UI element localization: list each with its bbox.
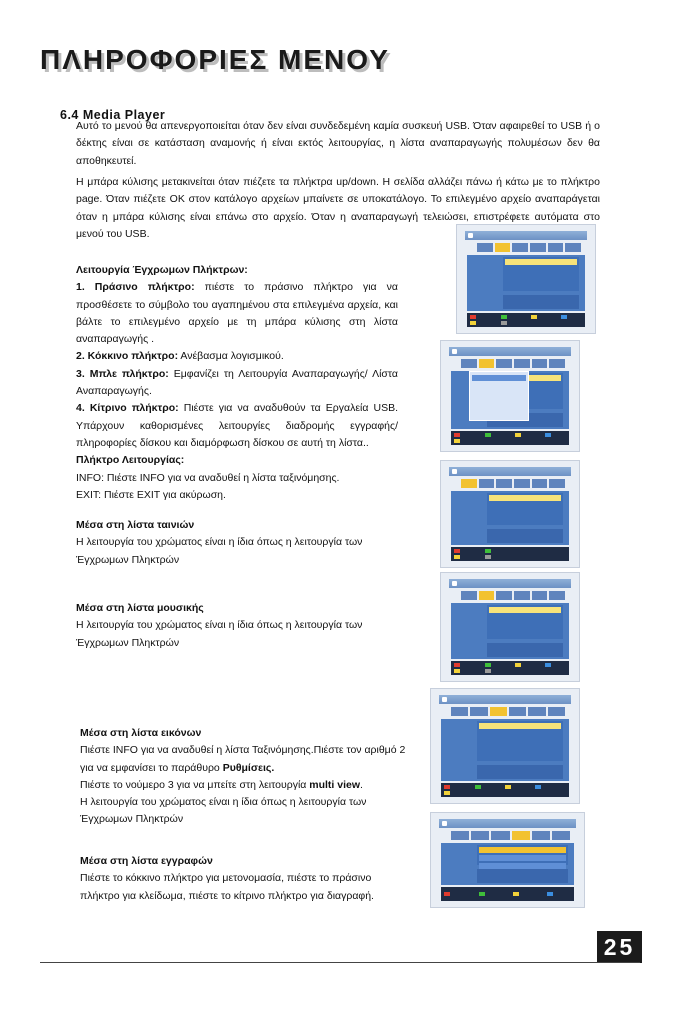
green-key-label: 1. Πράσινο πλήκτρο:: [76, 281, 195, 294]
images-line3: Η λειτουργία του χρώματος είναι η ίδια όπως η λειτουργία των Έγχρωμων Πληκτρών: [80, 796, 367, 826]
screenshot-media-player-record: [430, 812, 585, 908]
screenshot-media-player-music-list: [440, 572, 580, 682]
recordings-block: [80, 853, 410, 905]
info-key-text: INFO: Πιέστε INFO για να αναδυθεί η λίστα ταξινόμησης.: [76, 471, 340, 484]
blue-key-label: 3. Μπλε πλήκτρο:: [76, 367, 169, 380]
page-title: ΠΛΗΡΟΦΟΡΙΕΣ ΜΕΝΟΥ: [40, 44, 390, 75]
images-line2-end: .: [360, 778, 363, 791]
music-text: Η λειτουργία του χρώματος είναι η ίδια όπως η λειτουργία των Έγχρωμων Πληκτρών: [76, 619, 363, 649]
settings-window-label: Ρυθμίσεις.: [222, 761, 275, 774]
movies-heading: Μέσα στη λίστα ταινιών: [76, 519, 195, 531]
movies-text: Η λειτουργία του χρώματος είναι η ίδια όπως η λειτουργία των Έγχρωμων Πληκτρών: [76, 536, 363, 566]
screenshot-media-player-music: [456, 224, 596, 334]
images-line2: Πιέστε το νούμερο 3 για να μπείτε στη λειτουργία: [80, 778, 310, 791]
intro-paragraph-2: Η μπάρα κύλισης μετακινείται όταν πιέζετε τα πλήκτρα up/down. Η σελίδα αλλάζει πάνω ή κάτω με το πλήκτρο page. Όταν πιέζετε OK στον κατάλογο αρχείων μπαίνετε σε υποκατάλογο. Το επιλεγμένο αρχείο αναπαράγεται όταν η μπάρα κύλισης είναι επάνω στο αρχείο. Όταν η αναπαραγωγή τελειώσει, επιστρέφετε αυτόματα στο μενού του USB.: [76, 176, 600, 240]
red-key-text: Ανέβασμα λογισμικού.: [180, 350, 284, 363]
recordings-text: Πιέστε το κόκκινο πλήκτρο για μετονομασία, πιέστε το πράσινο πλήκτρο για κλείδωμα, πιέστε το κίτρινο πλήκτρο για διαγραφή.: [80, 872, 374, 902]
movies-block: [76, 517, 398, 569]
yellow-key-text: Πιέστε για να αναδυθούν τα Εργαλεία USB. Υπάρχουν καθορισμένες λειτουργίες διαδρομής εγγραφής/πληροφορίες δίσκου και διαμόρφωση δίσκου σε αυτή τη λίστα..: [76, 402, 398, 449]
images-heading: Μέσα στη λίστα εικόνων: [80, 727, 202, 739]
screenshot-media-player-movie: [440, 460, 580, 568]
exit-key-text: EXIT: Πιέστε EXIT για ακύρωση.: [76, 488, 226, 501]
images-line1: Πιέστε INFO για να αναδυθεί η λίστα Ταξινόμησης.Πιέστε τον αριθμό 2 για να εμφανίσει το παράθυρο: [80, 744, 406, 774]
images-block: [80, 725, 410, 829]
multi-view-label: multi view: [309, 778, 361, 791]
green-key-text: πιέστε το πράσινο πλήκτρο για να προσθέσετε το σύμβολο του αγαπημένου στα επιλεγμένα αρχεία, και βάλτε το επιλεγμένο αρχείο με τη μπάρα κύλισης στη λίστα αναπαραγωγής .: [76, 281, 398, 346]
screenshot-media-player-image: [430, 688, 580, 804]
yellow-key-label: 4. Κίτρινο πλήκτρο:: [76, 402, 179, 415]
music-block: [76, 600, 398, 652]
section-heading: 6.4 Media Player: [60, 108, 166, 122]
recordings-heading: Μέσα στη λίστα εγγραφών: [80, 855, 213, 867]
function-key-label: Πλήκτρο Λειτουργίας:: [76, 454, 185, 467]
music-heading: Μέσα στη λίστα μουσικής: [76, 602, 204, 614]
red-key-label: 2. Κόκκινο πλήκτρο:: [76, 350, 179, 363]
footer-rule: [40, 962, 640, 963]
blue-key-text: Εμφανίζει τη Λειτουργία Αναπαραγωγής/ Λίστα Αναπαραγωγής.: [76, 367, 398, 398]
screenshot-media-player-popup: [440, 340, 580, 452]
color-keys-heading: Λειτουργία Έγχρωμων Πλήκτρων:: [76, 264, 248, 276]
page-number: 25: [597, 931, 642, 963]
intro-paragraph-1: Αυτό το μενού θα απενεργοποιείται όταν δεν είναι συνδεδεμένη καμία συσκευή USB. Όταν αφαιρεθεί το USB ή ο δέκτης είναι σε κατάσταση αναμονής ή είναι εκτός λειτουργίας, η λίστα αναπαραγωγής πολυμέσων δεν θα αποθηκευτεί.: [76, 120, 600, 167]
color-keys-block: [76, 262, 398, 504]
